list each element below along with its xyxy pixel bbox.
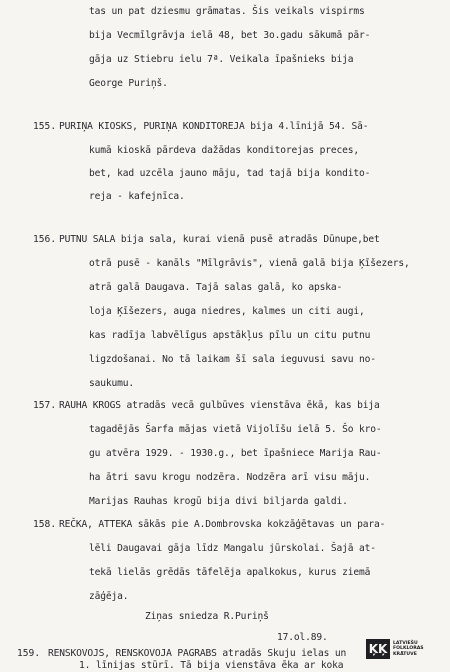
signature: Ziņas sniedza R.Puriņš [145,611,269,622]
text-line: RENSKOVOJS, RENSKOVOJA PAGRABS atradās Skuju ielas un [48,648,347,659]
text-line: reja - kafejnīca. [89,191,185,202]
text-line: tagadējās Šarfa mājas vietā Vijolīšu ielā 5. Šo kro- [89,424,382,435]
text-line: PURIŅA KIOSKS, PURIŅA KONDITOREJA bija 4.līnijā 54. Sā- [59,121,369,132]
text-line: RAUHA KROGS atradās vecā gulbūves vienstāva ēkā, kas bija [59,400,380,411]
text-line: bija Vecmīlgrāvja ielā 48, bet 3o.gadu sākumā pār- [89,30,371,41]
logo-text: LATVIEŠU FOLKLORAS KRĀTUVE [393,641,424,657]
signature-date: 17.ol.89. [277,632,328,643]
text-line: Marijas Rauhas krogū bija divi biljarda galdi. [89,496,348,507]
text-line: 1. līnijas stūrī. Tā bija vienstāva ēka ar koka [79,660,344,671]
text-line: ligzdošanai. No tā laikam šī sala ieguvusi savu no- [89,354,376,365]
text-line: kumā kioskā pārdeva dažādas konditorejas preces, [89,145,360,156]
text-line: kas radīja labvēlīgus apstākļus pīlu un citu putnu [89,330,371,341]
text-line: tas un pat dziesmu grāmatas. Šis veikals vispirms [89,6,365,17]
entry-number: 158. [33,519,57,530]
text-line: gāja uz Stiebru ielu 7ª. Veikala īpašnieks bija [89,54,354,65]
entry-number: 155. [33,121,57,132]
text-line: saukumu. [89,378,135,389]
text-line: ha ātri savu krogu nodzēra. Nodzēra arī visu māju. [89,472,371,483]
logo-mark-icon: ĶĶ [366,639,390,659]
entry-number: 159. [17,648,41,659]
text-line: George Puriņš. [89,78,168,89]
text-line: atrā galā Daugava. Tajā salas galā, ko apska- [89,282,343,293]
archive-logo [366,638,444,660]
text-line: otrā pusē - kanāls "Mīlgrāvis", vienā galā bija Ķīšezers, [89,258,410,269]
entry-number: 156. [33,234,57,245]
entry-number: 157. [33,400,57,411]
text-line: REČKA, ATTEKA sākās pie A.Dombrovska kokzāģētavas un para- [59,519,386,530]
text-line: zāģēja. [89,591,129,602]
text-line: loja Ķīšezers, auga niedres, kalmes un citi augi, [89,306,365,317]
text-line: tekā lielās grēdās tāfelēja apalkokus, kurus ziemā [89,567,371,578]
text-line: PUTNU SALA bija sala, kurai vienā pusē atradās Dūnupe,bet [59,234,380,245]
text-line: bet, kad uzcēla jauno māju, tad tajā bija kondito- [89,168,371,179]
text-line: gu atvēra 1929. - 1930.g., bet īpašniece Marija Rau- [89,448,382,459]
text-line: lēli Daugavai gāja līdz Mangalu jūrskolai. Šajā at- [89,543,376,554]
